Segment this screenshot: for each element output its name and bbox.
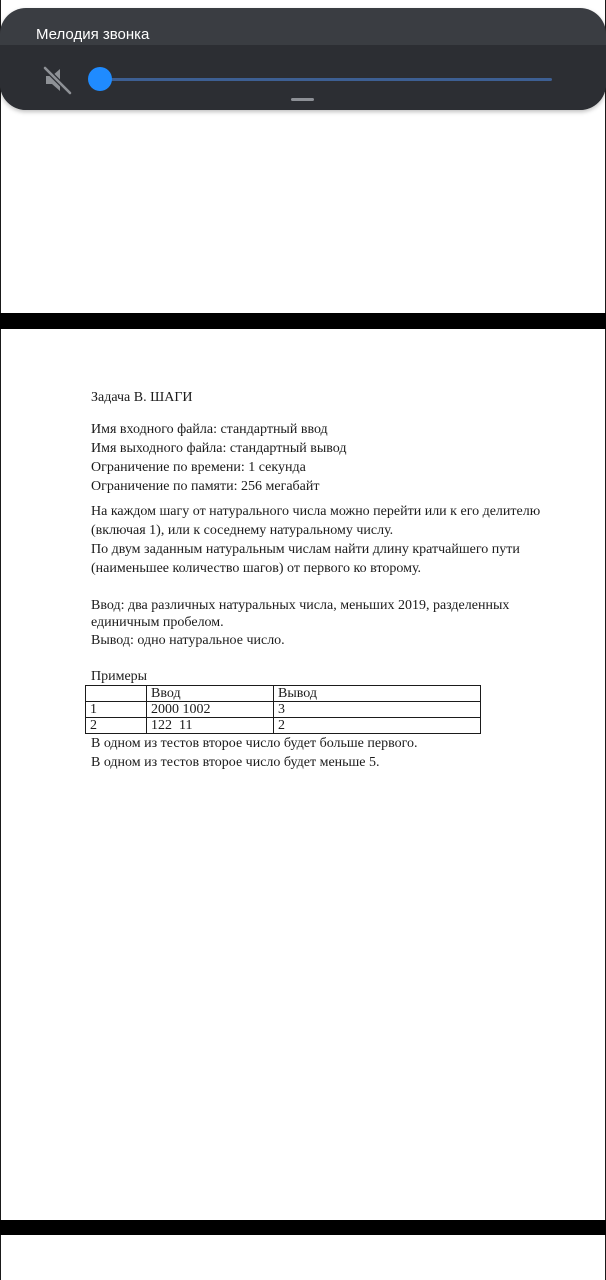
volume-mute-icon[interactable] — [42, 64, 74, 96]
page-border-left — [0, 0, 1, 1280]
table-cell: 2 — [86, 718, 147, 734]
examples-heading: Примеры — [91, 669, 148, 684]
statement-line: На каждом шагу от натурального числа можно перейти или к его делителю — [91, 504, 541, 519]
table-header-cell: Вывод — [274, 686, 481, 702]
table-row — [86, 702, 481, 718]
table-header-cell — [86, 686, 147, 702]
volume-slider-thumb[interactable] — [88, 67, 112, 91]
volume-panel — [0, 8, 606, 110]
memory-limit-line: Ограничение по памяти: 256 мегабайт — [91, 479, 320, 494]
volume-panel-title: Мелодия звонка — [36, 26, 150, 43]
table-cell: 2 — [274, 718, 481, 734]
output-file-line: Имя выходного файла: стандартный вывод — [91, 441, 347, 456]
problem-title: Задача B. ШАГИ — [91, 390, 193, 405]
input-file-line: Имя входного файла: стандартный ввод — [91, 422, 328, 437]
output-description: Вывод: одно натуральное число. — [91, 633, 285, 648]
note-line: В одном из тестов второе число будет меньше 5. — [91, 755, 380, 770]
statement-line: По двум заданным натуральным числам найти длину кратчайшего пути — [91, 542, 520, 557]
table-header-row — [86, 686, 481, 702]
page-separator-bottom — [0, 1220, 606, 1235]
table-cell: 1 — [86, 702, 147, 718]
statement-line: (включая 1), или к соседнему натуральному числу. — [91, 523, 394, 538]
panel-drag-handle[interactable] — [291, 98, 314, 101]
problem-statement — [91, 502, 581, 578]
table-cell: 122 11 — [147, 718, 274, 734]
statement-line: (наименьшее количество шагов) от первого ко второму. — [91, 561, 422, 576]
note-line: В одном из тестов второе число будет больше первого. — [91, 736, 418, 751]
table-cell: 2000 1002 — [147, 702, 274, 718]
volume-slider[interactable] — [100, 78, 552, 81]
io-description — [91, 596, 581, 650]
page-separator-top — [0, 313, 606, 329]
examples-table — [85, 685, 481, 734]
time-limit-line: Ограничение по времени: 1 секунда — [91, 460, 306, 475]
problem-document — [91, 388, 581, 772]
volume-controls — [0, 45, 606, 110]
input-description-cont: единичным пробелом. — [91, 615, 224, 630]
problem-limits — [91, 420, 581, 496]
input-description: Ввод: два различных натуральных числа, меньших 2019, разделенных — [91, 598, 510, 613]
table-row — [86, 718, 481, 734]
table-cell: 3 — [274, 702, 481, 718]
table-header-cell: Ввод — [147, 686, 274, 702]
